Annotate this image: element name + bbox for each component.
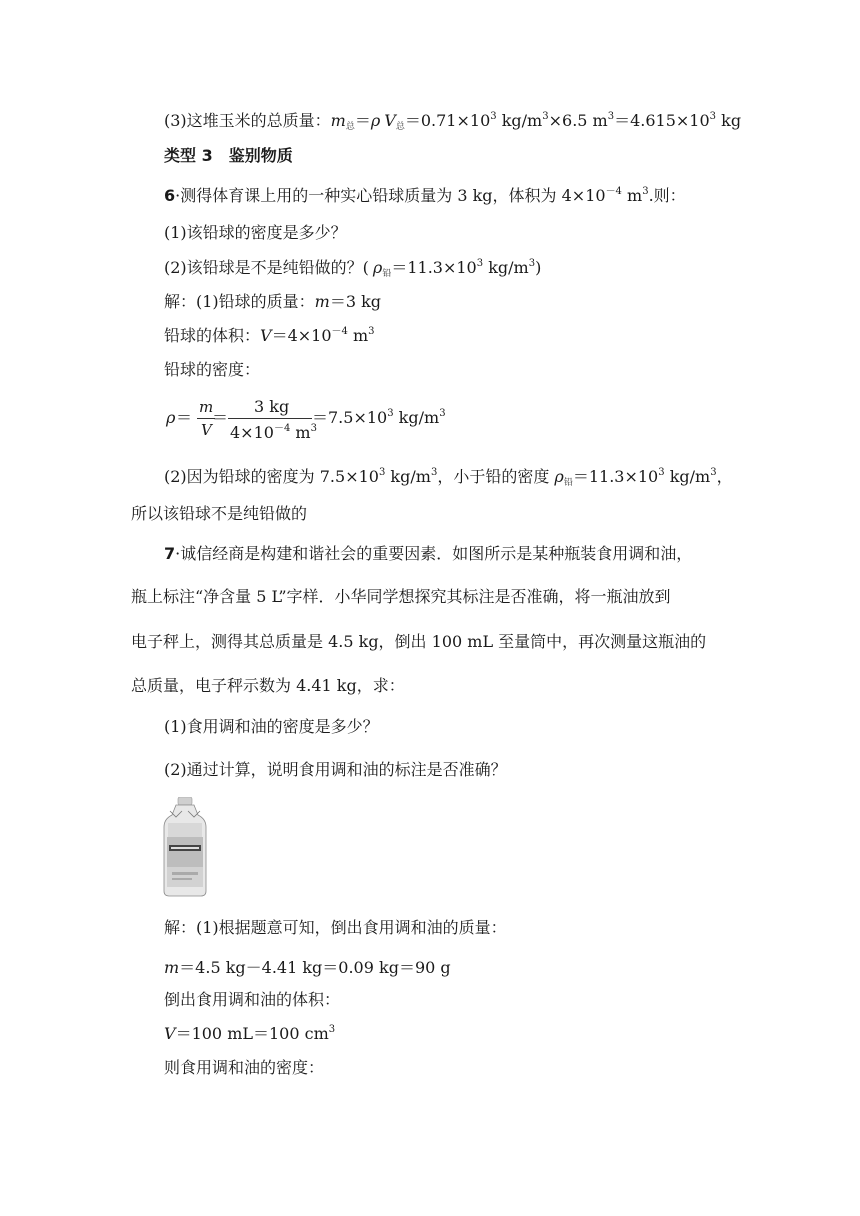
oil-bottle-image [162,797,208,897]
q7-part2: (2)通过计算，说明食用调和油的标注是否准确？ [164,760,507,779]
q7-stem-line2: 瓶上标注“净含量 5 L”字样．小华同学想探究其标注是否准确，将一瓶油放到 [131,587,671,606]
equals-sign-2: ＝ [212,408,229,427]
q6-part2: (2)该铅球是不是纯铅做的？( $\rho_铅=11.3\times 10^3$ $kg/m^3$) [164,258,542,279]
fraction-result: $=7.5\times 10^3$ $kg/m^3$ [312,408,446,427]
q7-solution-volume: V＝100 mL＝100 $cm^3$ [164,1024,336,1043]
fraction-m: m [199,398,214,416]
q7-solution-density-label: 则食用调和油的密度： [164,1058,325,1077]
q6-solution-conclusion: 所以该铅球不是纯铅做的 [131,504,308,523]
q6-solution-compare: (2)因为铅球的密度为 $7.5\times 10^3$ $kg/m^3$，小于铅的密度 $\rho_铅=11.3\times 10^3$ $kg/m^3$， [164,467,733,488]
q6-solution-density-label: 铅球的密度： [164,360,261,379]
q6-solution-volume: 铅球的体积：$V=4\times 10^{-4}$ $m^3$ [164,326,375,345]
fraction-numerator: 3 kg [254,397,290,416]
q6-solution-mass: 解：(1)铅球的质量：m＝3 kg [164,292,382,311]
q7-part1: (1)食用调和油的密度是多少？ [164,717,379,736]
q7-solution-intro: 解：(1)根据题意可知，倒出食用调和油的质量： [164,918,507,937]
q6-part1: (1)该铅球的密度是多少？ [164,223,347,242]
fraction-V: V [201,421,212,439]
q6-stem: 6·测得体育课上用的一种实心铅球质量为 3 kg，体积为 $4\times 10^{-4}$ $m^3$.则： [164,186,686,205]
fraction-bar [228,418,312,419]
q7-solution-volume-label: 倒出食用调和油的体积： [164,990,341,1009]
q7-stem-line3: 电子秤上，测得其总质量是 4.5 kg，倒出 100 mL 至量筒中，再次测量这瓶油的 [131,632,707,651]
equals-sign: ＝ [176,408,193,427]
q7-stem-line4: 总质量，电子秤示数为 4.41 kg，求： [131,676,405,695]
q7-stem-line1: 7·诚信经商是构建和谐社会的重要因素．如图所示是某种瓶装食用调和油， [164,544,693,563]
rho-symbol: ρ [166,408,176,427]
fraction-denominator: $4\times 10^{-4}$ $m^3$ [230,423,317,442]
section-title: 类型 3 鉴别物质 [164,146,293,165]
q7-solution-mass: m＝4.5 kg－4.41 kg＝0.09 kg＝90 g [164,958,451,977]
q5-part3-line: (3)这堆玉米的总质量：$m_总=\rho$ $V_总=0.71\times 10^3$ $kg/m^3\times 6.5$ $m^3=4.615\times 10^3$ kg [164,111,742,132]
